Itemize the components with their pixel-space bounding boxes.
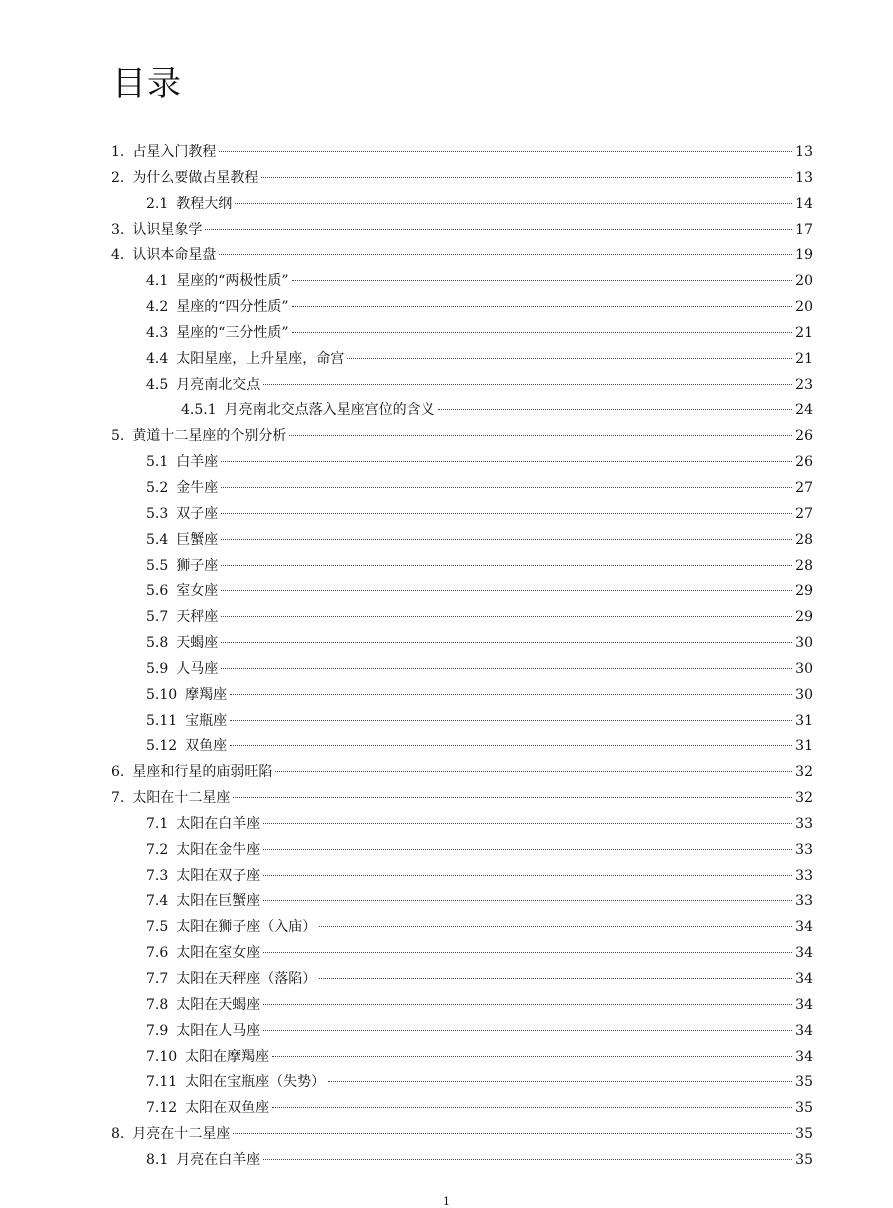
dot-leader <box>221 539 792 540</box>
page-number: 1 <box>443 1195 450 1208</box>
toc-entry-number: 5.8 <box>146 635 169 652</box>
toc-entry[interactable] <box>0 424 893 450</box>
toc-entry-number: 7.12 <box>146 1100 178 1117</box>
toc-entry-title: 白羊座 <box>176 454 219 471</box>
toc-entry-page: 35 <box>795 1151 813 1168</box>
toc-entry-number: 7.5 <box>146 919 169 936</box>
toc-entry-title: 天秤座 <box>176 609 219 626</box>
toc-entry-page: 30 <box>795 686 813 703</box>
toc-entry[interactable] <box>0 502 893 528</box>
toc-entry[interactable] <box>0 657 893 683</box>
toc-entry-page: 33 <box>795 815 813 832</box>
toc-entry-title: 金牛座 <box>176 479 219 496</box>
toc-entry-number: 4.3 <box>146 324 169 341</box>
dot-leader <box>230 745 792 746</box>
toc-entry-title: 月亮在白羊座 <box>176 1151 261 1168</box>
toc-entry[interactable] <box>0 192 893 218</box>
dot-leader <box>221 513 792 514</box>
toc-entry-page: 19 <box>795 247 813 264</box>
toc-entry-title: 双鱼座 <box>185 738 228 755</box>
toc-entry[interactable] <box>0 683 893 709</box>
dot-leader <box>272 1056 792 1057</box>
dot-leader <box>263 900 792 901</box>
toc-entry-number: 7.4 <box>146 893 169 910</box>
dot-leader <box>292 332 793 333</box>
toc-entry-page: 30 <box>795 635 813 652</box>
toc-entry[interactable] <box>0 476 893 502</box>
toc-entry-number: 2. <box>111 169 125 186</box>
dot-leader <box>261 177 792 178</box>
toc-entry[interactable] <box>0 1148 893 1174</box>
toc-entry[interactable] <box>0 528 893 554</box>
toc-entry[interactable] <box>0 1070 893 1096</box>
table-of-contents <box>0 140 893 1174</box>
dot-leader <box>233 797 792 798</box>
toc-entry-page: 27 <box>795 479 813 496</box>
toc-entry-page: 20 <box>795 299 813 316</box>
toc-entry-page: 35 <box>795 1100 813 1117</box>
toc-entry-title: 太阳在金牛座 <box>176 841 261 858</box>
toc-entry-page: 34 <box>795 996 813 1013</box>
toc-entry-number: 5.6 <box>146 583 169 600</box>
dot-leader <box>235 203 792 204</box>
toc-entry-number: 7.6 <box>146 945 169 962</box>
toc-entry-page: 20 <box>795 273 813 290</box>
toc-entry-title: 太阳在人马座 <box>176 1022 261 1039</box>
dot-leader <box>221 642 792 643</box>
dot-leader <box>233 1133 792 1134</box>
toc-entry-title: 天蝎座 <box>176 635 219 652</box>
toc-entry[interactable] <box>0 450 893 476</box>
toc-entry-title: 室女座 <box>176 583 219 600</box>
toc-entry-title: 占星入门教程 <box>132 144 217 160</box>
toc-entry-page: 27 <box>795 505 813 522</box>
toc-entry[interactable] <box>0 864 893 890</box>
dot-leader <box>347 358 792 359</box>
toc-entry-title: 太阳在双鱼座 <box>185 1100 270 1117</box>
toc-entry-title: 星座的“四分性质” <box>176 299 289 316</box>
toc-entry-title: 教程大纲 <box>176 195 233 212</box>
toc-entry-page: 29 <box>795 609 813 626</box>
toc-entry-page: 30 <box>795 660 813 677</box>
toc-entry[interactable] <box>0 321 893 347</box>
toc-entry-number: 5.11 <box>146 712 178 729</box>
dot-leader <box>319 926 792 927</box>
dot-leader <box>221 487 792 488</box>
toc-entry-number: 7.11 <box>146 1074 178 1091</box>
toc-entry[interactable] <box>0 734 893 760</box>
toc-entry-page: 17 <box>795 221 813 238</box>
dot-leader <box>221 461 792 462</box>
toc-entry-title: 星座的“三分性质” <box>176 324 289 341</box>
toc-entry-page: 34 <box>795 971 813 987</box>
dot-leader <box>328 1081 792 1082</box>
toc-entry-page: 13 <box>795 144 813 160</box>
toc-entry-number: 4. <box>111 247 125 264</box>
toc-entry-title: 太阳在天秤座（落陷） <box>176 971 317 987</box>
toc-entry[interactable] <box>0 269 893 295</box>
toc-entry-number: 1. <box>111 144 125 160</box>
toc-entry-title: 星座和行星的庙弱旺陷 <box>132 764 273 781</box>
toc-entry-title: 太阳在摩羯座 <box>185 1048 270 1065</box>
dot-leader <box>221 668 792 669</box>
toc-entry-page: 34 <box>795 1048 813 1065</box>
dot-leader <box>275 771 792 772</box>
toc-entry[interactable] <box>0 140 893 166</box>
dot-leader <box>263 1004 792 1005</box>
toc-entry[interactable] <box>0 347 893 373</box>
toc-entry-title: 认识星象学 <box>132 221 203 238</box>
toc-entry-title: 太阳在室女座 <box>176 945 261 962</box>
toc-entry[interactable] <box>0 398 893 424</box>
toc-entry-number: 2.1 <box>146 195 169 212</box>
toc-entry-page: 24 <box>795 402 813 419</box>
toc-entry-number: 7.3 <box>146 867 169 884</box>
dot-leader <box>263 1159 792 1160</box>
toc-entry-page: 31 <box>795 738 813 755</box>
toc-entry-title: 月亮南北交点落入星座宫位的含义 <box>224 402 435 419</box>
toc-entry-title: 太阳在白羊座 <box>176 815 261 832</box>
toc-entry-number: 3. <box>111 221 125 238</box>
toc-entry[interactable] <box>0 786 893 812</box>
toc-entry-title: 星座的“两极性质” <box>176 273 289 290</box>
dot-leader <box>292 306 793 307</box>
toc-entry-number: 4.4 <box>146 350 169 367</box>
toc-entry-page: 33 <box>795 841 813 858</box>
dot-leader <box>272 1107 792 1108</box>
toc-entry[interactable] <box>0 993 893 1019</box>
toc-entry-number: 8.1 <box>146 1151 169 1168</box>
toc-entry-number: 7.2 <box>146 841 169 858</box>
dot-leader <box>230 694 792 695</box>
toc-entry-page: 21 <box>795 350 813 367</box>
toc-entry[interactable] <box>0 967 893 993</box>
toc-entry-page: 29 <box>795 583 813 600</box>
dot-leader <box>219 151 792 152</box>
toc-entry-page: 32 <box>795 790 813 807</box>
dot-leader <box>263 952 792 953</box>
dot-leader <box>221 616 792 617</box>
toc-entry-page: 14 <box>795 195 813 212</box>
toc-entry[interactable] <box>0 812 893 838</box>
toc-entry[interactable] <box>0 1096 893 1122</box>
toc-entry-title: 摩羯座 <box>185 686 228 703</box>
toc-entry-number: 5.4 <box>146 531 169 548</box>
toc-entry[interactable] <box>0 889 893 915</box>
dot-leader <box>205 229 792 230</box>
toc-entry-page: 33 <box>795 893 813 910</box>
toc-entry[interactable] <box>0 554 893 580</box>
toc-entry-title: 太阳在狮子座（入庙） <box>176 919 317 936</box>
toc-entry-title: 月亮在十二星座 <box>132 1126 231 1143</box>
dot-leader <box>263 384 792 385</box>
toc-entry-title: 人马座 <box>176 660 219 677</box>
toc-entry-title: 双子座 <box>176 505 219 522</box>
toc-entry[interactable] <box>0 605 893 631</box>
toc-entry-title: 宝瓶座 <box>185 712 228 729</box>
toc-entry-page: 35 <box>795 1074 813 1091</box>
toc-entry-number: 6. <box>111 764 125 781</box>
toc-entry-page: 33 <box>795 867 813 884</box>
toc-entry[interactable] <box>0 838 893 864</box>
toc-entry-page: 35 <box>795 1126 813 1143</box>
toc-entry-number: 5.2 <box>146 479 169 496</box>
toc-entry-page: 28 <box>795 557 813 574</box>
toc-entry-number: 8. <box>111 1126 125 1143</box>
toc-entry-number: 5.5 <box>146 557 169 574</box>
dot-leader <box>319 978 792 979</box>
toc-entry-number: 5.12 <box>146 738 178 755</box>
toc-entry-page: 23 <box>795 376 813 393</box>
dot-leader <box>263 875 792 876</box>
toc-entry[interactable] <box>0 709 893 735</box>
toc-entry[interactable] <box>0 579 893 605</box>
dot-leader <box>219 254 792 255</box>
toc-entry-number: 5.3 <box>146 505 169 522</box>
toc-entry-page: 26 <box>795 454 813 471</box>
toc-entry-title: 黄道十二星座的个别分析 <box>132 428 287 445</box>
toc-entry[interactable] <box>0 631 893 657</box>
toc-entry[interactable] <box>0 760 893 786</box>
toc-entry[interactable] <box>0 218 893 244</box>
dot-leader <box>289 435 792 436</box>
toc-entry-title: 太阳星座，上升星座，命宫 <box>176 350 345 367</box>
dot-leader <box>221 565 792 566</box>
toc-entry-title: 太阳在十二星座 <box>132 790 231 807</box>
toc-entry-number: 4.1 <box>146 273 169 290</box>
toc-entry-number: 4.5.1 <box>181 402 217 419</box>
toc-entry-page: 34 <box>795 945 813 962</box>
toc-entry-number: 4.5 <box>146 376 169 393</box>
toc-entry-page: 34 <box>795 919 813 936</box>
toc-entry[interactable] <box>0 166 893 192</box>
toc-entry-page: 13 <box>795 169 813 186</box>
toc-entry-page: 28 <box>795 531 813 548</box>
toc-entry[interactable] <box>0 1122 893 1148</box>
dot-leader <box>292 280 793 281</box>
toc-entry-number: 7. <box>111 790 125 807</box>
toc-entry-number: 5. <box>111 428 125 445</box>
toc-entry[interactable] <box>0 1045 893 1071</box>
toc-entry[interactable] <box>0 373 893 399</box>
toc-entry-page: 26 <box>795 428 813 445</box>
toc-entry-title: 太阳在天蝎座 <box>176 996 261 1013</box>
toc-entry-page: 34 <box>795 1022 813 1039</box>
toc-entry-number: 5.10 <box>146 686 178 703</box>
dot-leader <box>263 1030 792 1031</box>
dot-leader <box>263 849 792 850</box>
toc-entry-title: 巨蟹座 <box>176 531 219 548</box>
dot-leader <box>230 720 792 721</box>
toc-entry-page: 21 <box>795 324 813 341</box>
dot-leader <box>263 823 792 824</box>
toc-entry-title: 月亮南北交点 <box>176 376 261 393</box>
toc-entry[interactable] <box>0 243 893 269</box>
toc-entry-title: 太阳在双子座 <box>176 867 261 884</box>
toc-entry-title: 太阳在宝瓶座（失势） <box>185 1074 326 1091</box>
dot-leader <box>438 409 793 410</box>
toc-entry-title: 为什么要做占星教程 <box>132 169 259 186</box>
toc-entry-number: 7.1 <box>146 815 169 832</box>
toc-entry[interactable] <box>0 915 893 941</box>
page-title: 目录 <box>112 64 182 104</box>
toc-entry[interactable] <box>0 941 893 967</box>
toc-entry-number: 5.9 <box>146 660 169 677</box>
toc-entry-title: 狮子座 <box>176 557 219 574</box>
toc-entry[interactable] <box>0 1019 893 1045</box>
toc-entry-number: 5.7 <box>146 609 169 626</box>
toc-entry-number: 4.2 <box>146 299 169 316</box>
toc-entry-page: 31 <box>795 712 813 729</box>
toc-entry-number: 7.7 <box>146 971 169 987</box>
dot-leader <box>221 590 792 591</box>
toc-entry-number: 7.8 <box>146 996 169 1013</box>
toc-entry-number: 7.10 <box>146 1048 178 1065</box>
toc-entry-title: 认识本命星盘 <box>132 247 217 264</box>
toc-entry-title: 太阳在巨蟹座 <box>176 893 261 910</box>
toc-entry-number: 5.1 <box>146 454 169 471</box>
toc-entry-number: 7.9 <box>146 1022 169 1039</box>
toc-entry-page: 32 <box>795 764 813 781</box>
toc-entry[interactable] <box>0 295 893 321</box>
